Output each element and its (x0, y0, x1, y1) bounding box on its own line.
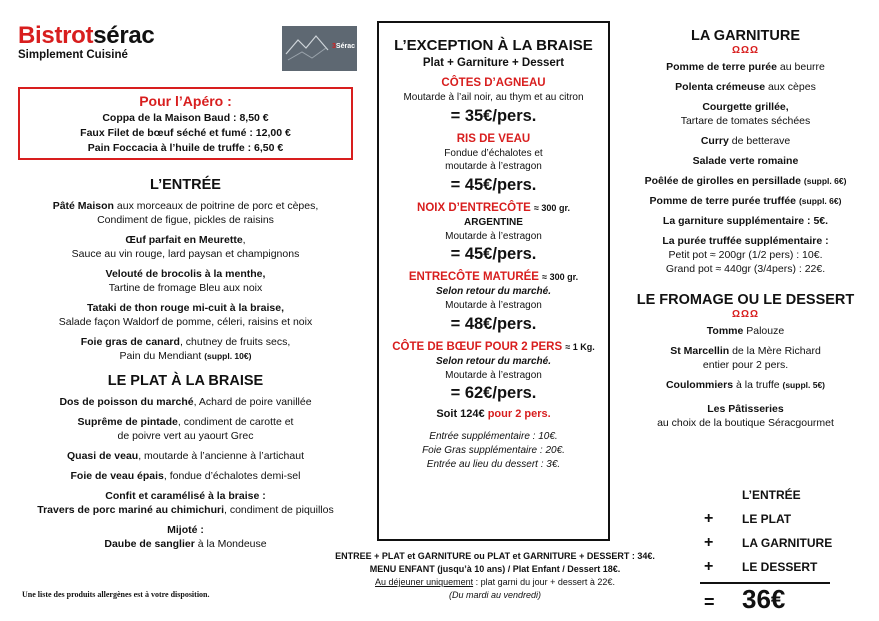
menu-item-line (628, 154, 863, 168)
menu-item-line (628, 134, 863, 148)
aperitif-title: Pour l’Apéro : (139, 93, 232, 109)
supplement: (suppl. 5€) (782, 380, 826, 390)
plat-item-line (18, 449, 353, 463)
menu-item-name: Salade verte romaine (692, 155, 799, 167)
sum-sign: + (704, 510, 714, 527)
plat-item (18, 395, 353, 409)
supplement: (suppl. 6€) (803, 176, 847, 186)
menu-item-desc: aux cèpes (765, 81, 816, 93)
dish-weight: ≈ 300 gr. (533, 202, 570, 213)
plat-item-line (18, 415, 353, 429)
plat-item-desc: , moutarde à l’ancienne à l’artichaut (138, 450, 304, 462)
brand-name-red-part: sérac (93, 22, 155, 49)
exception-box (377, 21, 610, 541)
brand (18, 22, 154, 61)
plat-item-name: Foie de veau épais (70, 470, 164, 482)
sum-label: LA GARNITURE (742, 536, 833, 550)
formula-3-rest: : plat garni du jour + dessert à 22€. (473, 577, 615, 587)
menu-item-desc2: Condiment de figue, pickles de raisins (97, 214, 274, 226)
patisseries (628, 402, 863, 430)
dish-name: ENTRECÔTE MATURÉE (408, 271, 539, 283)
menu-item-name: Poêlée de girolles en persillade (644, 175, 801, 187)
logo-caption (332, 43, 355, 50)
menu-item-desc2: entier pour 2 pers. (702, 359, 789, 371)
plat-title: LE PLAT À LA BRAISE (107, 373, 264, 389)
entree-list (18, 199, 353, 363)
sum-sign: + (704, 558, 714, 575)
menu-item-line (18, 301, 353, 315)
dish-price: = 35€/pers. (450, 106, 537, 125)
plat-item-desc: à la Mondeuse (194, 538, 267, 550)
menu-item-desc: de la Mère Richard (729, 345, 821, 357)
plat-item (18, 415, 353, 443)
patisseries-text: au choix de la boutique Séracgourmet (657, 417, 834, 429)
exception-dish (379, 340, 608, 404)
menu-item-line2 (628, 358, 863, 372)
formula-1: ENTREE + PLAT et GARNITURE ou PLAT et GARNITURE + DESSERT : 34€. (335, 551, 655, 561)
dish-heading (379, 76, 608, 91)
menu-item-line2 (628, 114, 863, 128)
truffle-small: Petit pot ≈ 200gr (1/2 pers) : 10€. (668, 249, 823, 261)
logo-caption-text: Sérac (335, 43, 355, 50)
dish-weight: ≈ 300 gr. (542, 272, 579, 282)
menu-item (628, 134, 863, 148)
menu-item-line (18, 335, 353, 349)
exception-extra: Foie Gras supplémentaire : 20€. (422, 445, 565, 456)
plat-item-line (18, 489, 353, 503)
dish-heading (379, 340, 608, 355)
plat-item-line (18, 469, 353, 483)
entree-title: L’ENTRÉE (150, 177, 221, 193)
exception-title: L’EXCEPTION À LA BRAISE (394, 37, 593, 54)
menu-item (628, 324, 863, 338)
menu-item (18, 199, 353, 227)
sum-lines (700, 484, 840, 580)
plat-item-name: Confit et caramélisé à la braise : (105, 490, 266, 502)
exception-extra: Entrée au lieu du dessert : 3€. (426, 459, 561, 470)
menu-item (628, 80, 863, 94)
menu-item-name: Coulommiers (665, 379, 734, 391)
garniture-omega: ΩΩΩ (731, 45, 760, 56)
menu-item-line2 (18, 247, 353, 261)
dish-desc: Moutarde à l’estragon (445, 230, 542, 242)
menu-item (628, 154, 863, 168)
menu-item-name: Pâté Maison (52, 200, 114, 212)
plat-item-name: Travers de porc mariné au chimichuri (37, 504, 224, 516)
serac-logo-image (282, 26, 357, 71)
brand-name (18, 22, 154, 50)
right-column (628, 28, 863, 436)
dish-desc: Moutarde à l’estragon (445, 369, 542, 381)
menu-item-name: Velouté de brocolis à la menthe, (105, 268, 266, 280)
plat-item-line (18, 537, 353, 551)
dish-price: = 48€/pers. (450, 314, 537, 333)
sum-label: LE PLAT (742, 512, 792, 526)
plat-item-desc: , condiment de carotte et (177, 416, 294, 428)
menu-item-desc: au beurre (777, 61, 825, 73)
exception-extras (379, 430, 608, 472)
aperitif-item: Pain Foccacia à l’huile de truffe : 6,50 € (87, 142, 284, 154)
menu-item-line2 (18, 281, 353, 295)
menu-item-name: Tataki de thon rouge mi-cuit à la braise, (86, 302, 284, 314)
dish-name: CÔTE DE BŒUF POUR 2 PERS (392, 340, 563, 353)
menu-item-line (628, 60, 863, 74)
menu-item-desc: , (242, 234, 246, 246)
garniture-title: LA GARNITURE (690, 28, 800, 44)
left-column (18, 177, 353, 557)
plat-item-name: Suprême de pintade (77, 416, 178, 428)
exception-dish (379, 201, 608, 265)
plat-item-desc: , Achard de poire vanillée (193, 396, 312, 408)
exception-dish (379, 76, 608, 126)
menu-item (628, 60, 863, 74)
menu-item-line (628, 80, 863, 94)
exception-extra: Entrée supplémentaire : 10€. (429, 431, 558, 442)
dish-desc: Fondue d’échalotes et (444, 147, 543, 159)
exception-dish (379, 270, 608, 334)
menu-item-desc: , chutney de fruits secs, (179, 336, 291, 348)
truffle-extra (628, 234, 863, 276)
brand-tagline: Simplement Cuisiné (18, 49, 128, 61)
exception-dishes (379, 76, 608, 403)
sum-label: L’ENTRÉE (742, 488, 801, 502)
menu-item-line (628, 344, 863, 358)
truffle-large: Grand pot ≈ 440gr (3/4pers) : 22€. (665, 263, 826, 275)
menu-item-name: Curry (700, 135, 729, 147)
sum-label: LE DESSERT (742, 560, 818, 574)
sum-total (700, 584, 840, 618)
dish-note: Selon retour du marché. (435, 286, 552, 297)
total-red: pour 2 pers. (487, 408, 551, 420)
dish-desc: Moutarde à l’estragon (445, 300, 542, 311)
menu-item-line (18, 267, 353, 281)
menu-item (628, 194, 863, 208)
menu-item-line (18, 199, 353, 213)
menu-sum (700, 484, 840, 618)
menu-item-line2 (18, 213, 353, 227)
garniture-list (628, 60, 863, 208)
menu-item-line (18, 233, 353, 247)
fromage-title: LE FROMAGE OU LE DESSERT (636, 292, 855, 308)
plat-item-line2: de poivre vert au yaourt Grec (117, 430, 254, 442)
brand-name-black: Bistrot (18, 22, 94, 49)
plat-item-line (18, 523, 353, 537)
fromage-omega: ΩΩΩ (731, 309, 760, 320)
menu-item-name: Œuf parfait en Meurette (125, 234, 243, 246)
sum-equals: = (704, 592, 715, 612)
sum-line (700, 532, 840, 556)
plat-item-desc: , condiment de piquillos (224, 504, 334, 516)
menu-item-desc: à la truffe (733, 379, 783, 391)
aperitif-item: Coppa de la Maison Baud : 8,50 € (102, 112, 269, 124)
plat-item-desc: , fondue d’échalotes demi-sel (163, 470, 301, 482)
menu-item-desc2: Tartine de fromage Bleu aux noix (108, 282, 263, 294)
dish-price: = 45€/pers. (450, 175, 537, 194)
plat-item-name: Mijoté : (167, 524, 204, 536)
menu-item-name: Pomme de terre purée (666, 61, 777, 73)
fromage-list (628, 324, 863, 392)
menu-item-desc2: Pain du Mendiant (119, 350, 202, 362)
dish-name: CÔTES D’AGNEAU (441, 77, 546, 89)
sum-sign: + (704, 534, 714, 551)
menu-item-line2 (18, 315, 353, 329)
plat-item (18, 503, 353, 517)
dish-note: Selon retour du marché. (435, 355, 552, 367)
formulas (300, 550, 690, 602)
menu-item-name: Polenta crémeuse (675, 81, 766, 93)
menu-item-line (628, 100, 863, 114)
menu-item-desc: Palouze (743, 325, 785, 337)
menu-item (628, 100, 863, 128)
menu-item-name: Courgette grillée, (702, 101, 789, 113)
menu-item-line (628, 194, 863, 208)
menu-item-name: Pomme de terre purée truffée (649, 195, 797, 207)
menu-item-desc2: Sauce au vin rouge, lard paysan et champignons (71, 248, 300, 260)
dish-heading (379, 132, 608, 147)
logo-sub: 3 (332, 43, 336, 50)
plat-list (18, 395, 353, 551)
menu-item-name: St Marcellin (670, 345, 730, 357)
menu-item (18, 267, 353, 295)
dish-name: RIS DE VEAU (456, 132, 531, 145)
patisseries-title: Les Pâtisseries (707, 403, 784, 415)
exception-total (379, 407, 608, 422)
truffle-extra-title: La purée truffée supplémentaire : (662, 235, 829, 247)
formula-3-underlined: Au déjeuner uniquement (375, 577, 474, 587)
sum-line (700, 556, 840, 580)
formula-4: (Du mardi au vendredi) (448, 590, 542, 600)
dish-price: = 62€/pers. (450, 384, 537, 402)
aperitif-list (20, 111, 351, 156)
menu-item (18, 233, 353, 261)
menu-item (18, 335, 353, 363)
menu-item-line (628, 378, 863, 392)
dish-heading (379, 270, 608, 285)
garniture-extra: La garniture supplémentaire : 5€. (662, 215, 829, 227)
plat-item-line (18, 395, 353, 409)
supplement: (suppl. 6€) (798, 196, 842, 206)
plat-item-name: Daube de sanglier (104, 538, 195, 550)
menu-item-desc: de betterave (728, 135, 791, 147)
dish-origin: ARGENTINE (464, 216, 523, 228)
plat-item-name: Dos de poisson du marché (59, 396, 194, 408)
dish-desc: moutarde à l’estragon (445, 161, 542, 172)
dish-desc: Moutarde à l’ail noir, au thym et au citron (403, 92, 584, 103)
sum-line (700, 484, 840, 508)
dish-name: NOIX D’ENTRECÔTE (417, 201, 531, 214)
plat-item (18, 523, 353, 537)
plat-item (18, 449, 353, 463)
menu-item-desc2: Tartare de tomates séchées (680, 115, 811, 127)
sum-line (700, 508, 840, 532)
menu-item-line (628, 324, 863, 338)
exception-dish (379, 132, 608, 195)
dish-price: = 45€/pers. (450, 245, 537, 263)
aperitif-box (18, 87, 353, 160)
exception-subtitle: Plat + Garniture + Dessert (422, 57, 565, 69)
menu-item (18, 301, 353, 329)
plat-item (18, 489, 353, 503)
menu-item-name: Foie gras de canard (80, 336, 180, 348)
menu-item (628, 378, 863, 392)
plat-item (18, 469, 353, 483)
menu-item-line (628, 174, 863, 188)
formula-3 (300, 576, 690, 589)
supplement: (suppl. 10€) (204, 351, 252, 361)
sum-price: 36€ (742, 584, 786, 614)
plat-item (18, 537, 353, 551)
dish-heading (379, 201, 608, 216)
menu-item-name: Tomme (706, 325, 744, 337)
total-black: Soit 124€ (436, 408, 485, 420)
menu-item-desc2: Salade façon Waldorf de pomme, céleri, raisins et noix (58, 316, 313, 328)
dish-weight: ≈ 1 Kg. (565, 341, 595, 352)
formula-2: MENU ENFANT (jusqu’à 10 ans) / Plat Enfant / Dessert 18€. (369, 564, 621, 574)
aperitif-item: Faux Filet de bœuf séché et fumé : 12,00 € (80, 127, 291, 139)
plat-item-name: Quasi de veau (67, 450, 139, 462)
allergens-note: Une liste des produits allergènes est à votre disposition. (22, 590, 210, 599)
menu-item-line2 (18, 349, 353, 363)
menu-item (628, 344, 863, 372)
menu-item-desc: aux morceaux de poitrine de porc et cèpes, (113, 200, 319, 212)
plat-item-line (18, 503, 353, 517)
menu-item (628, 174, 863, 188)
